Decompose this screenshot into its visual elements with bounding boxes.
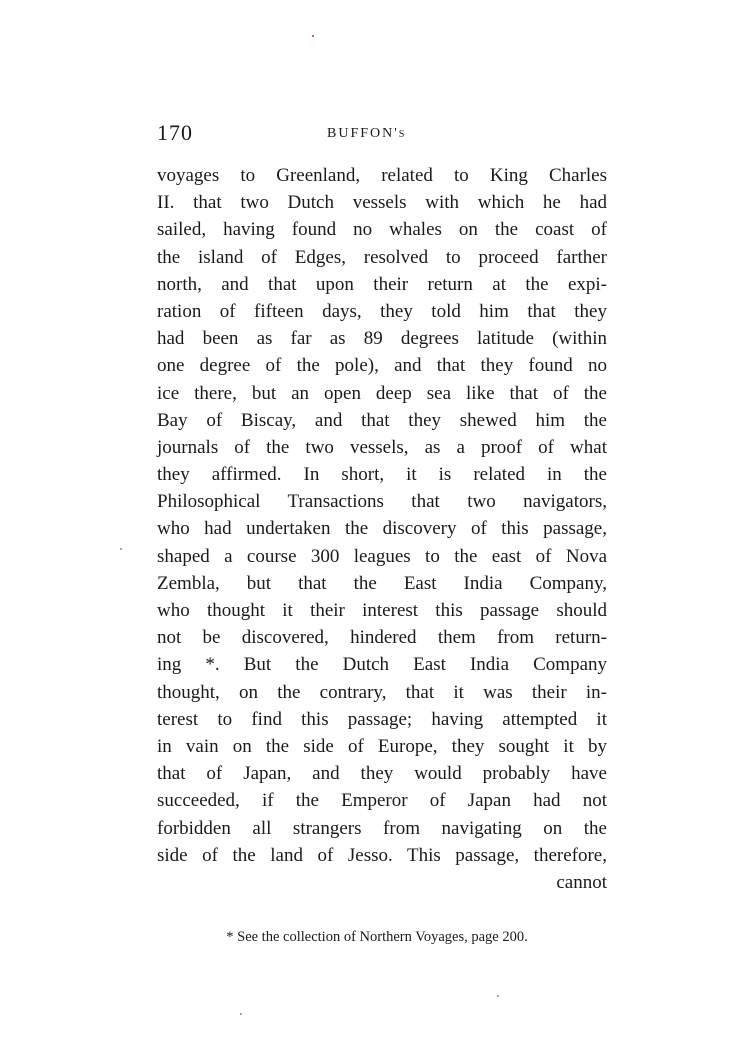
text-line: journals of the two vessels, as a proof of what — [157, 436, 607, 458]
footnote: * See the collection of Northern Voyages, page 200. — [226, 929, 528, 945]
text-line: succeeded, if the Emperor of Japan had not — [157, 790, 607, 812]
page-number: 170 — [157, 120, 193, 145]
text-line: shaped a course 300 leagues to the east of Nova — [157, 545, 607, 567]
text-line: voyages to Greenland, related to King Charles — [157, 165, 607, 186]
ink-speck — [240, 1013, 242, 1015]
text-line: in vain on the side of Europe, they sought it by — [157, 735, 607, 757]
text-line: Philosophical Transactions that two navigators, — [157, 491, 607, 513]
text-line: ice there, but an open deep sea like that of the — [157, 382, 607, 404]
text-line: they affirmed. In short, it is related in the — [157, 464, 607, 486]
text-line: that of Japan, and they would probably have — [157, 763, 607, 785]
text-line: II. that two Dutch vessels with which he had — [157, 192, 607, 214]
text-line: Zembla, but that the East India Company, — [157, 572, 607, 594]
text-line: not be discovered, hindered them from return- — [157, 627, 607, 649]
running-head: BUFFON's — [327, 126, 407, 141]
page-header — [157, 120, 607, 150]
body-text — [157, 162, 607, 896]
text-line: who thought it their interest this passage should — [157, 600, 607, 621]
ink-speck — [120, 548, 122, 550]
text-line: north, and that upon their return at the expi- — [157, 273, 607, 295]
text-line: sailed, having found no whales on the coast of — [157, 219, 607, 241]
text-line: one degree of the pole), and that they found no — [157, 355, 607, 377]
text-line: side of the land of Jesso. This passage, therefore, — [157, 844, 607, 866]
text-line: thought, on the contrary, that it was their in- — [157, 681, 607, 703]
text-line: ration of fifteen days, they told him that they — [157, 300, 607, 322]
ink-speck — [497, 995, 499, 997]
text-line: who had undertaken the discovery of this passage, — [157, 518, 607, 540]
text-line: ing *. But the Dutch East India Company — [157, 654, 607, 676]
text-line: terest to find this passage; having attempted it — [157, 708, 607, 730]
text-line: Bay of Biscay, and that they shewed him the — [157, 409, 607, 431]
text-line: the island of Edges, resolved to proceed farther — [157, 246, 607, 268]
text-line: had been as far as 89 degrees latitude (within — [157, 328, 607, 350]
ink-speck — [312, 35, 314, 37]
catchword: cannot — [556, 871, 607, 893]
text-line: forbidden all strangers from navigating on the — [157, 817, 607, 839]
